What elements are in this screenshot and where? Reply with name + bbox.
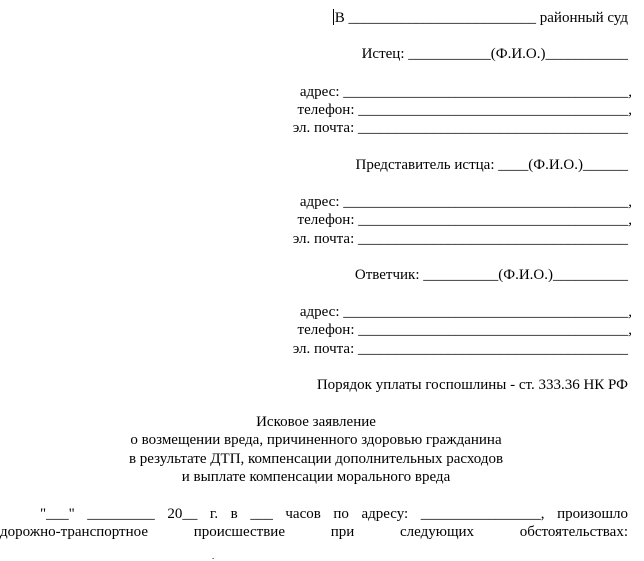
body-paragraph-line-2: дорожно-транспортное происшествие при следующих обстоятельствах: [0, 524, 628, 540]
plaintiff-email: эл. почта: ____________________________________ [292, 120, 628, 136]
document-subtitle-line-2: в результате ДТП, компенсации дополнительных расходов [128, 451, 504, 467]
defendant-address: адрес: ______________________________________, [299, 304, 632, 320]
defendant-phone: телефон: ____________________________________, [297, 322, 632, 338]
plaintiff-heading: Истец: ___________(Ф.И.О.)___________ [361, 46, 628, 62]
body-paragraph-line-3: . [212, 551, 215, 561]
document-title: Исковое заявление [256, 414, 376, 430]
state-fee-line: Порядок уплаты госпошлины - ст. 333.36 НК РФ [316, 377, 628, 393]
document-subtitle-line-1: о возмещении вреда, причиненного здоровью гражданина [130, 432, 502, 448]
court-line [333, 9, 628, 27]
defendant-email: эл. почта: ____________________________________ [292, 341, 628, 357]
representative-address: адрес: ______________________________________, [299, 194, 632, 210]
document-subtitle-line-3: и выплате компенсации морального вреда [181, 469, 451, 485]
body-paragraph-line-1: "___" _________ 20__ г. в ___ часов по адресу: ________________, произошло [40, 506, 628, 522]
plaintiff-phone: телефон: ____________________________________, [297, 102, 632, 118]
text-cursor [333, 9, 334, 25]
defendant-heading: Ответчик: __________(Ф.И.О.)__________ [354, 267, 628, 283]
representative-heading: Представитель истца: ____(Ф.И.О.)______ [355, 157, 628, 173]
representative-email: эл. почта: ____________________________________ [292, 231, 628, 247]
plaintiff-address: адрес: ______________________________________, [299, 84, 632, 100]
court-line-text: В _________________________ районный суд [334, 10, 628, 26]
page-cutoff [0, 549, 644, 558]
representative-phone: телефон: ____________________________________, [297, 212, 632, 228]
